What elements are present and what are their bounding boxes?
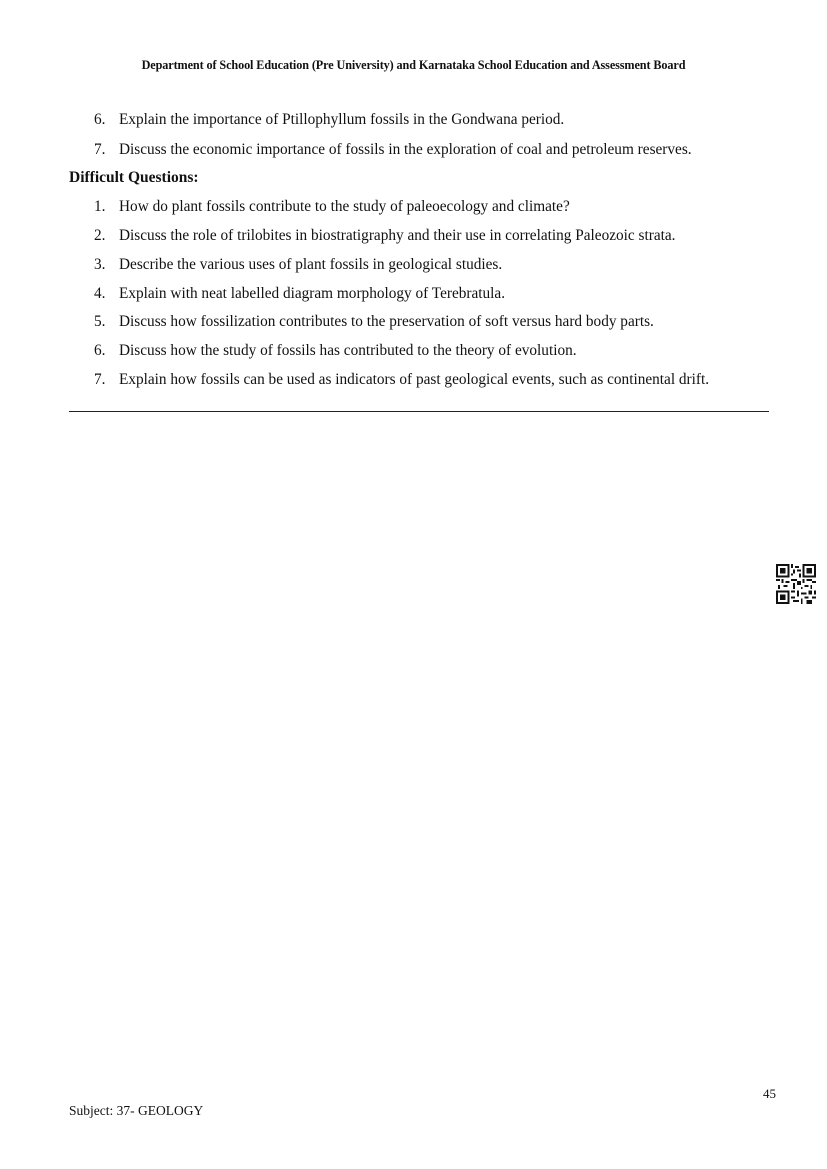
question-number: 7. xyxy=(94,371,106,388)
question-number: 4. xyxy=(94,285,106,302)
page-number: 45 xyxy=(763,1086,776,1101)
section-divider xyxy=(69,411,769,412)
question-text: Describe the various uses of plant fossils in geological studies. xyxy=(119,256,503,273)
question-number: 6. xyxy=(94,111,106,128)
question-text: Explain with neat labelled diagram morphology of Terebratula. xyxy=(119,285,506,302)
question-text: Discuss the role of trilobites in biostratigraphy and their use in correlating Paleozoic strata. xyxy=(119,227,676,244)
question-item xyxy=(94,141,692,159)
question-item xyxy=(94,111,564,129)
question-text: Discuss how fossilization contributes to the preservation of soft versus hard body parts. xyxy=(119,313,654,330)
question-item xyxy=(94,227,675,245)
question-text: Explain how fossils can be used as indicators of past geological events, such as continental drift. xyxy=(119,371,710,388)
question-item xyxy=(94,256,502,274)
question-text: Explain the importance of Ptillophyllum fossils in the Gondwana period. xyxy=(119,111,565,128)
question-item xyxy=(94,198,570,216)
question-text: How do plant fossils contribute to the study of paleoecology and climate? xyxy=(119,198,570,215)
question-item xyxy=(94,285,505,303)
question-number: 7. xyxy=(94,141,106,158)
question-number: 6. xyxy=(94,342,106,359)
qr-code-icon xyxy=(776,564,816,604)
question-item xyxy=(94,342,577,360)
question-item xyxy=(94,313,654,331)
question-number: 5. xyxy=(94,313,106,330)
question-item xyxy=(94,371,709,389)
question-number: 1. xyxy=(94,198,106,215)
question-text: Discuss the economic importance of fossils in the exploration of coal and petroleum reserves. xyxy=(119,141,692,158)
question-number: 3. xyxy=(94,256,106,273)
page-header: Department of School Education (Pre University) and Karnataka School Education and Assessment Board xyxy=(141,58,686,72)
question-number: 2. xyxy=(94,227,106,244)
footer-subject: Subject: 37- GEOLOGY xyxy=(69,1103,204,1118)
question-text: Discuss how the study of fossils has contributed to the theory of evolution. xyxy=(119,342,577,359)
section-heading: Difficult Questions: xyxy=(69,169,199,186)
